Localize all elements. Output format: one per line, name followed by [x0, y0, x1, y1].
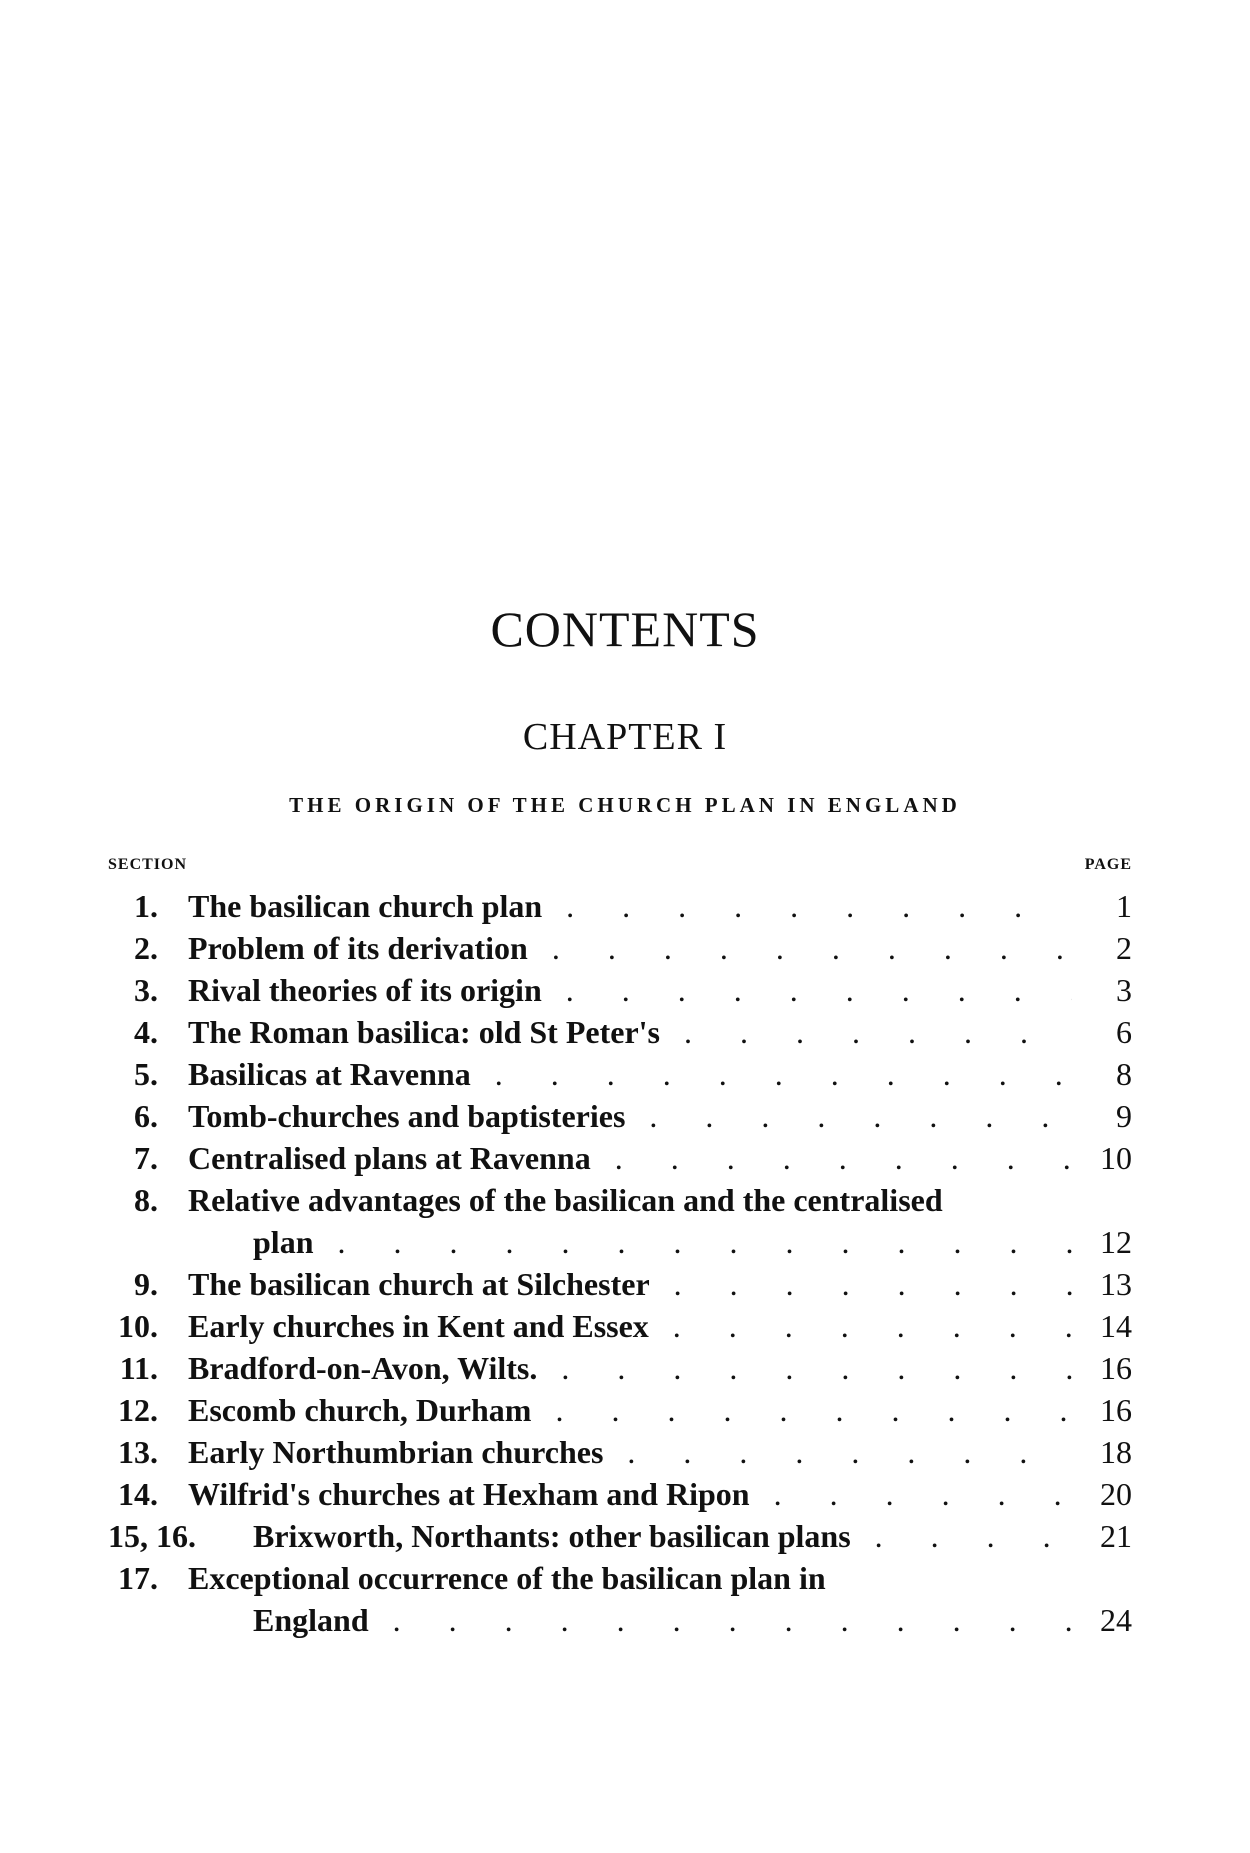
entry-title: Tomb-churches and baptisteries [188, 1098, 633, 1134]
page-number: 24 [1100, 1602, 1132, 1638]
entry-title: Escomb church, Durham [188, 1392, 539, 1428]
page-number: 1 [1116, 888, 1132, 924]
dot-leader [611, 1434, 1072, 1470]
entry-title-wrap [188, 927, 1072, 969]
page-number: 12 [1100, 1224, 1132, 1260]
page-number: 21 [1100, 1518, 1132, 1554]
dot-leader [599, 1140, 1072, 1176]
dot-leader [657, 1308, 1072, 1344]
toc-entry [108, 1473, 1132, 1515]
page-number: 6 [1116, 1014, 1132, 1050]
toc-entry [108, 1557, 1132, 1599]
entry-title-wrap [188, 1263, 1072, 1305]
entry-title-wrap [253, 1599, 1072, 1641]
toc-entry [108, 1137, 1132, 1179]
entry-title-wrap [188, 1179, 1132, 1221]
entry-title: Centralised plans at Ravenna [188, 1140, 599, 1176]
page-number: 16 [1100, 1350, 1132, 1386]
dot-leader [545, 1350, 1072, 1386]
toc-entry [108, 1011, 1132, 1053]
section-number: 13. [118, 1434, 158, 1470]
page-number: 10 [1100, 1140, 1132, 1176]
dot-leader [758, 1476, 1072, 1512]
contents-list [108, 885, 1132, 1641]
entry-title: Rival theories of its origin [188, 972, 550, 1008]
toc-entry [108, 1515, 1132, 1557]
entry-title-wrap [188, 1053, 1072, 1095]
entry-title: Problem of its derivation [188, 930, 536, 966]
dot-leader [550, 972, 1072, 1008]
entry-title-wrap [188, 1431, 1072, 1473]
section-number: 11. [119, 1350, 158, 1386]
entry-title-wrap [188, 969, 1072, 1011]
entry-title-wrap [253, 1515, 1072, 1557]
toc-entry [108, 885, 1132, 927]
page-title: CONTENTS [490, 601, 760, 657]
entry-title: Brixworth, Northants: other basilican plans [253, 1518, 859, 1554]
entry-title: The Roman basilica: old St Peter's [188, 1014, 668, 1050]
entry-title-wrap [188, 1347, 1072, 1389]
dot-leader [550, 888, 1072, 924]
entry-title-wrap [253, 1221, 1072, 1263]
section-number: 10. [118, 1308, 158, 1344]
toc-entry-continuation [108, 1599, 1132, 1641]
dot-leader [859, 1518, 1072, 1554]
entry-title: The basilican church at Silchester [188, 1266, 658, 1302]
dot-leader [539, 1392, 1072, 1428]
section-number: 2. [134, 930, 158, 966]
section-number: 6. [134, 1098, 158, 1134]
page-number: 16 [1100, 1392, 1132, 1428]
section-number: 5. [134, 1056, 158, 1092]
entry-title-wrap [188, 1137, 1072, 1179]
section-number: 8. [134, 1182, 158, 1218]
entry-title-wrap [188, 1557, 1132, 1599]
dot-leader [658, 1266, 1072, 1302]
dot-leader [633, 1098, 1072, 1134]
page-number: 13 [1100, 1266, 1132, 1302]
toc-entry [108, 1389, 1132, 1431]
chapter-subtitle: THE ORIGIN OF THE CHURCH PLAN IN ENGLAND [289, 793, 961, 817]
entry-title-wrap [188, 1389, 1072, 1431]
page-number: 2 [1116, 930, 1132, 966]
entry-title: Wilfrid's churches at Hexham and Ripon [188, 1476, 758, 1512]
entry-title: Relative advantages of the basilican and the centralised [188, 1182, 943, 1218]
entry-title: Bradford-on-Avon, Wilts. [188, 1350, 545, 1386]
toc-entry [108, 1053, 1132, 1095]
page-number: 14 [1100, 1308, 1132, 1344]
page-number: 9 [1116, 1098, 1132, 1134]
entry-title: Early Northumbrian churches [188, 1434, 611, 1470]
page-number: 20 [1100, 1476, 1132, 1512]
page-number: 3 [1116, 972, 1132, 1008]
section-number: 9. [134, 1266, 158, 1302]
entry-title-wrap [188, 1473, 1072, 1515]
dot-leader [536, 930, 1072, 966]
page-column-label: PAGE [1084, 856, 1132, 873]
section-number: 4. [134, 1014, 158, 1050]
page-number: 18 [1100, 1434, 1132, 1470]
toc-entry [108, 1263, 1132, 1305]
dot-leader [377, 1602, 1072, 1638]
section-number: 15, 16. [108, 1518, 196, 1554]
section-number: 3. [134, 972, 158, 1008]
toc-entry [108, 969, 1132, 1011]
toc-entry [108, 1347, 1132, 1389]
dot-leader [321, 1224, 1072, 1260]
toc-entry [108, 1305, 1132, 1347]
entry-title-continued: plan [253, 1224, 321, 1260]
dot-leader [668, 1014, 1072, 1050]
dot-leader [479, 1056, 1072, 1092]
toc-entry [108, 1095, 1132, 1137]
toc-entry [108, 927, 1132, 969]
entry-title-wrap [188, 1011, 1072, 1053]
entry-title-wrap [188, 885, 1072, 927]
entry-title-wrap [188, 1305, 1072, 1347]
entry-title: Early churches in Kent and Essex [188, 1308, 657, 1344]
entry-title-continued: England [253, 1602, 377, 1638]
toc-entry-continuation [108, 1221, 1132, 1263]
entry-title: The basilican church plan [188, 888, 550, 924]
toc-entry [108, 1179, 1132, 1221]
entry-title: Basilicas at Ravenna [188, 1056, 479, 1092]
section-number: 7. [134, 1140, 158, 1176]
entry-title: Exceptional occurrence of the basilican plan in [188, 1560, 826, 1596]
toc-entry [108, 1431, 1132, 1473]
entry-title-wrap [188, 1095, 1072, 1137]
section-number: 12. [118, 1392, 158, 1428]
section-number: 1. [134, 888, 158, 924]
chapter-heading: CHAPTER I [522, 716, 728, 758]
section-column-label: SECTION [108, 856, 188, 873]
page-number: 8 [1116, 1056, 1132, 1092]
section-number: 14. [118, 1476, 158, 1512]
section-number: 17. [118, 1560, 158, 1596]
